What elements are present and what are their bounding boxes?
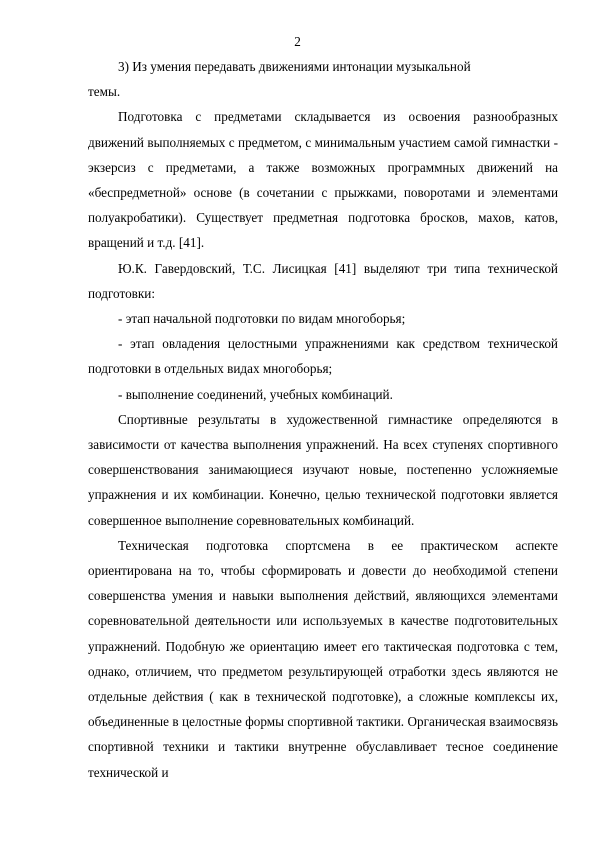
page-number: 2 xyxy=(294,34,301,49)
document-body xyxy=(88,54,558,785)
paragraph-2: Подготовка с предметами складывается из освоения разнообразных движений выполняемых с предметом, с минимальным участием самой гимнастки - экзерсиз с предметами, а также возможных программных движений на «беспредметной» основе (в сочетании с прыжками, поворотами и элементами полуакробатики). Существует предметная подготовка бросков, махов, катов, вращений и т.д. [41]. xyxy=(88,109,558,251)
paragraph-5: Техническая подготовка спортсмена в ее практическом аспекте ориентирована на то, чтобы сформировать и довести до необходимой степени совершенства умения и навыки выполнения действий, являющихся элементами соревновательной деятельности или используемых в качестве подготовительных упражнений. Подобную же ориентацию имеет его тактическая подготовка с тем, однако, отличием, что предметом результирующей отработки здесь являются не отдельные действия ( как в технической подготовке), а сложные комплексы их, объединенные в целостные формы спортивной тактики. Органическая взаимосвязь спортивной техники и тактики внутренне обуславливает тесное соединение технической и xyxy=(88,537,558,780)
list-item-3: - выполнение соединений, учебных комбинаций. xyxy=(118,386,393,402)
paragraph-4: Спортивные результаты в художественной гимнастике определяются в зависимости от качества выполнения упражнений. На всех ступенях спортивного совершенствования занимающиеся изучают новые, постепенно усложняемые упражнения и их комбинации. Конечно, целью технической подготовки является совершенное выполнение соревновательных комбинаций. xyxy=(88,411,558,528)
paragraph-1: 3) Из умения передавать движениями интонации музыкальной темы. xyxy=(88,59,471,100)
paragraph-3: Ю.К. Гавердовский, Т.С. Лисицкая [41] выделяют три типа технической подготовки: xyxy=(88,260,558,301)
list-item-1: - этап начальной подготовки по видам многоборья; xyxy=(118,311,406,327)
list-item-2: - этап овладения целостными упражнениями как средством технической подготовки в отдельных видах многоборья; xyxy=(88,336,558,377)
